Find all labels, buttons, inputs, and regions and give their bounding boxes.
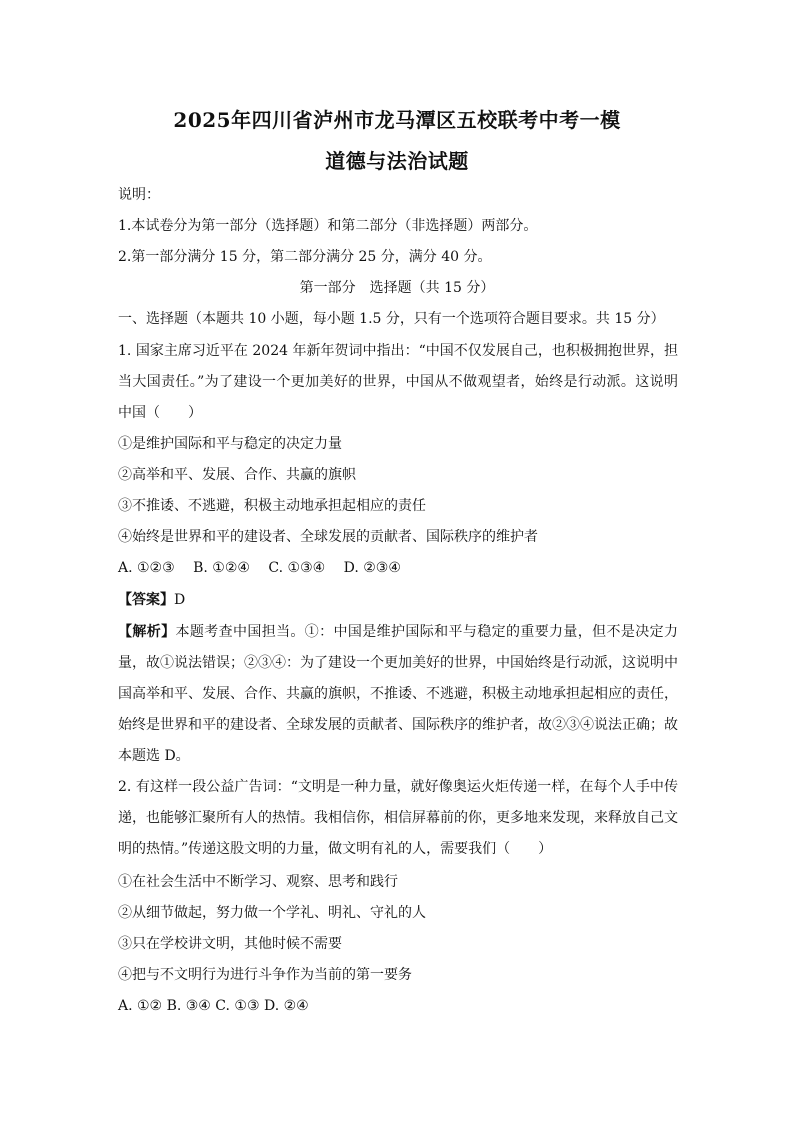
notes-item-1: 1.本试卷分为第一部分（选择题）和第二部分（非选择题）两部分。 xyxy=(118,218,538,234)
q1-option-3: ③不推诿、不逃避，积极主动地承担起相应的责任 xyxy=(118,498,426,514)
q2-stem: 2. 有这样一段公益广告词：“文明是一种力量，就好像奥运火炬传递一样，在每个人手中传递，也能够汇聚所有人的热情。我相信你，相信屏幕前的你，更多地来发现，来释放自己文明的热情。”传递这股文明的力量，做文明有礼的人，需要我们（ ） xyxy=(118,779,678,857)
q1-stem: 1. 国家主席习近平在 2024 年新年贺词中指出：“中国不仅发展自己，也积极拥抱世界，担当大国责任。”为了建设一个更加美好的世界，中国从不做观望者，始终是行动派。这说明中国（ ） xyxy=(118,343,678,421)
part1-heading: 第一部分 选择题（共 15 分） xyxy=(299,280,495,296)
analysis-text: 本题考查中国担当。①：中国是维护国际和平与稳定的重要力量，但不是决定力量，故①说法错误；②③④：为了建设一个更加美好的世界，中国始终是行动派，这说明中国高举和平、发展、合作、共赢的旗帜，不推诿、不逃避，积极主动地承担起相应的责任，始终是世界和平的建设者、全球发展的贡献者、国际秩序的维护者，故②③④说法正确；故本题选 D。 xyxy=(118,624,679,764)
exam-title: 2025年四川省泸州市龙马潭区五校联考中考一模 xyxy=(173,108,621,132)
answer-label: 【答案】 xyxy=(118,592,174,608)
q2-option-4: ④把与不文明行为进行斗争作为当前的第一要务 xyxy=(118,967,412,983)
q1-choices: A. ①②③ B. ①②④ C. ①③④ D. ②③④ xyxy=(118,560,401,576)
notes-item-2: 2.第一部分满分 15 分，第二部分满分 25 分，满分 40 分。 xyxy=(118,249,492,265)
analysis-label: 【解析】 xyxy=(118,624,176,640)
q2-option-3: ③只在学校讲文明，其他时候不需要 xyxy=(118,936,342,952)
notes-heading: 说明： xyxy=(118,187,160,203)
section-heading: 一、选择题（本题共 10 小题，每小题 1.5 分，只有一个选项符合题目要求。共 15 分） xyxy=(118,311,665,327)
q2-choices: A. ①② B. ③④ C. ①③ D. ②④ xyxy=(118,998,309,1014)
q1-option-1: ①是维护国际和平与稳定的决定力量 xyxy=(118,436,342,452)
q2-option-1: ①在社会生活中不断学习、观察、思考和践行 xyxy=(118,874,398,890)
q2-option-2: ②从细节做起，努力做一个学礼、明礼、守礼的人 xyxy=(118,905,426,921)
exam-subtitle: 道德与法治试题 xyxy=(325,149,469,173)
answer-value: D xyxy=(174,592,186,608)
q1-analysis xyxy=(118,617,678,772)
q1-answer xyxy=(118,590,185,610)
q1-option-4: ④始终是世界和平的建设者、全球发展的贡献者、国际秩序的维护者 xyxy=(118,529,538,545)
q1-option-2: ②高举和平、发展、合作、共赢的旗帜 xyxy=(118,467,356,483)
